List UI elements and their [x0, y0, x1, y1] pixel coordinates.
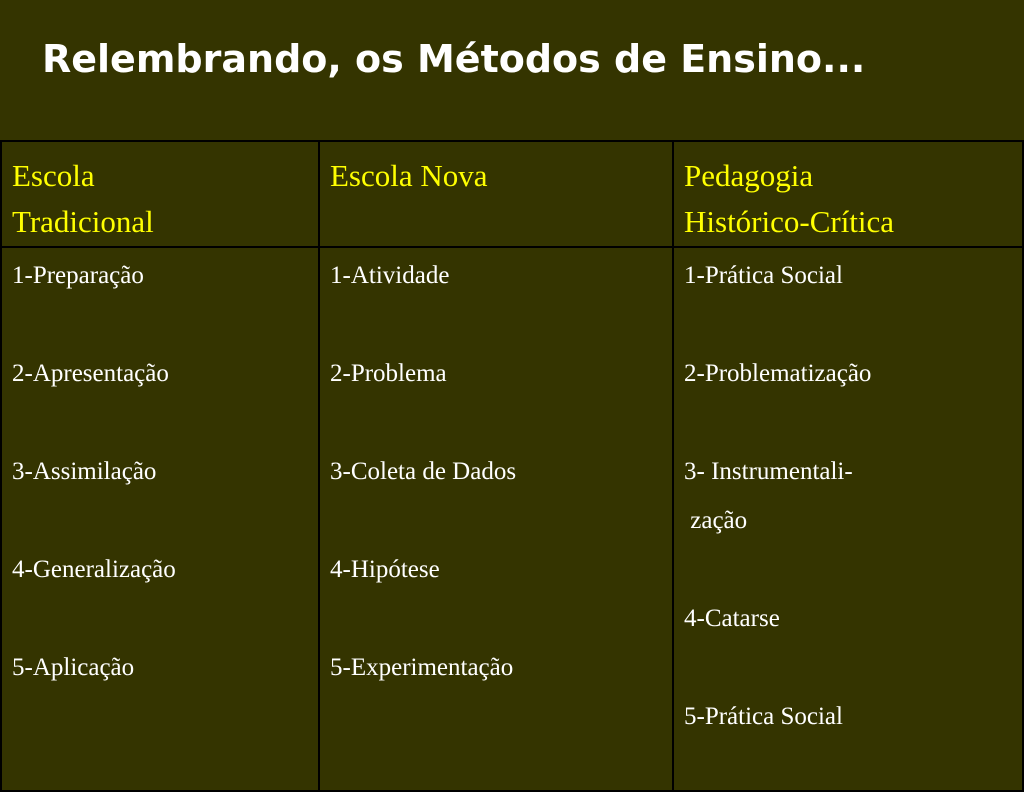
header-escola-nova	[319, 141, 673, 247]
step-item: 2-Problema	[330, 360, 447, 387]
step-item: 1-Atividade	[330, 262, 450, 289]
step-item: 1-Prática Social	[684, 262, 843, 289]
step-item: 2-Apresentação	[12, 360, 169, 387]
step-item: 5-Prática Social	[684, 703, 843, 730]
step-item: 4-Hipótese	[330, 556, 440, 583]
header-line: Histórico-Crítica	[684, 204, 895, 239]
table-header-row	[1, 141, 1023, 247]
header-line: Escola Nova	[330, 158, 488, 193]
step-item: 3-Coleta de Dados	[330, 458, 517, 485]
slide-title: Relembrando, os Métodos de Ensino...	[42, 37, 866, 81]
step-item: 5-Aplicação	[12, 654, 135, 681]
step-item: 3- Instrumentali-	[684, 458, 853, 485]
steps-escola-tradicional	[1, 247, 319, 791]
header-line: Pedagogia	[684, 158, 814, 193]
step-item: 3-Assimilação	[12, 458, 157, 485]
steps-pedagogia-historico-critica	[673, 247, 1023, 791]
header-line: Tradicional	[12, 204, 154, 239]
table-body-row	[1, 247, 1023, 791]
step-item: 4-Generalização	[12, 556, 176, 583]
step-item: 5-Experimentação	[330, 654, 514, 681]
methods-table	[0, 140, 1024, 792]
header-line: Escola	[12, 158, 95, 193]
header-pedagogia-historico-critica	[673, 141, 1023, 247]
step-item: 1-Preparação	[12, 262, 144, 289]
steps-escola-nova	[319, 247, 673, 791]
step-item-continuation: zação	[684, 507, 748, 534]
step-item: 4-Catarse	[684, 605, 780, 632]
step-item: 2-Problematização	[684, 360, 872, 387]
header-escola-tradicional	[1, 141, 319, 247]
